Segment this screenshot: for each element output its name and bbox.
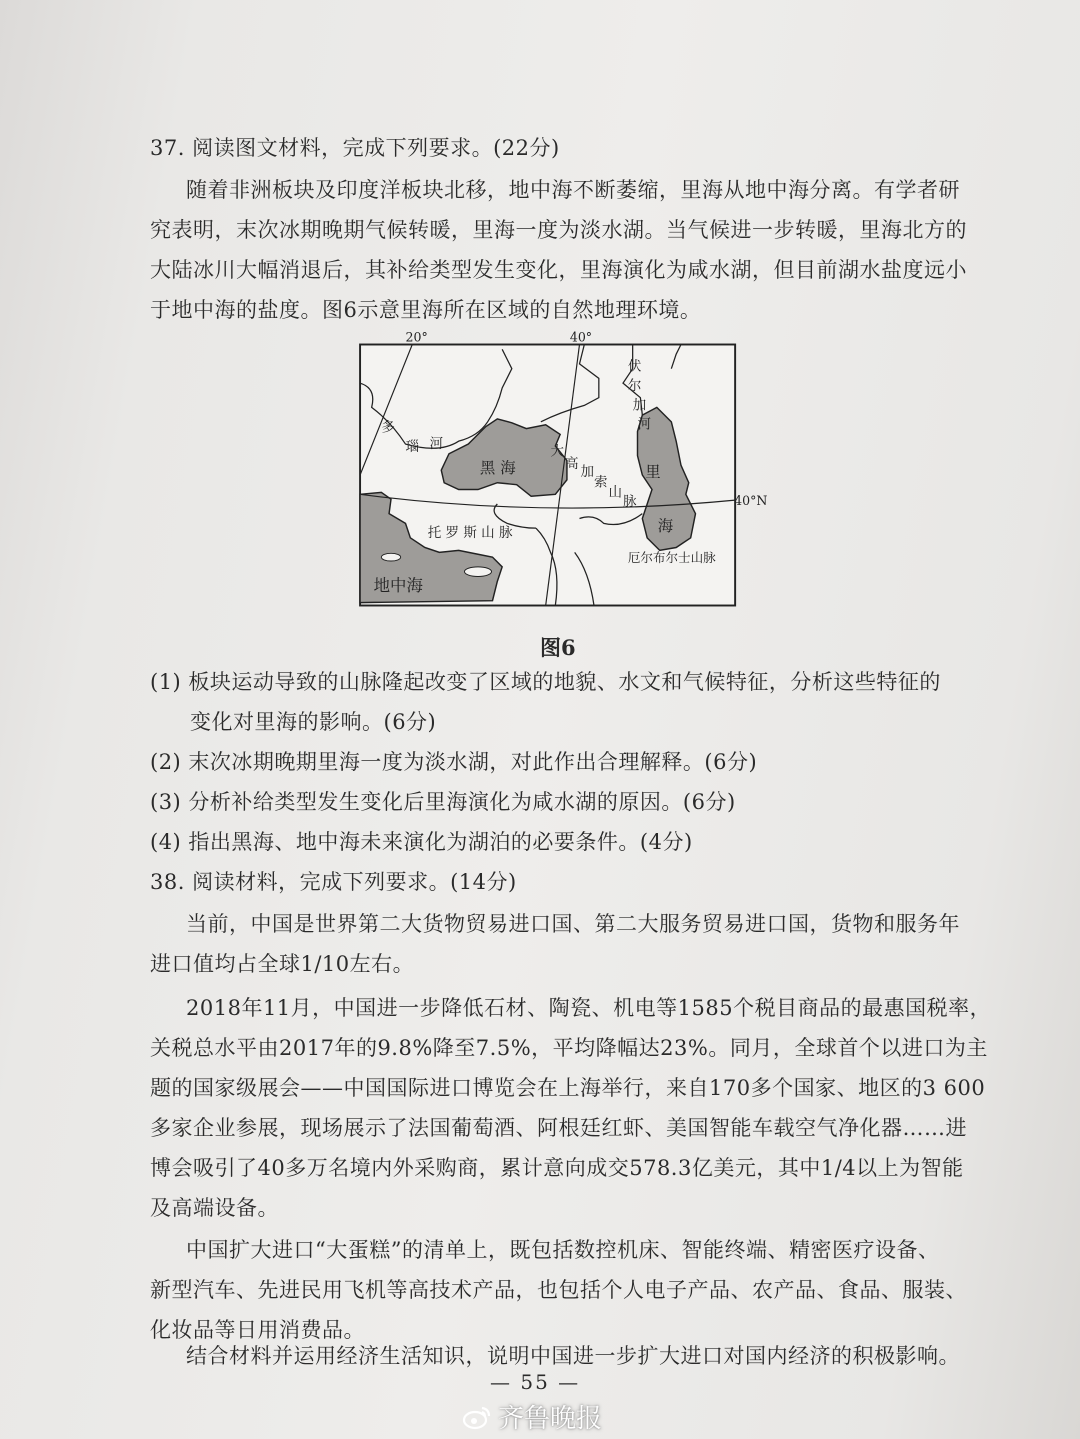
watermark-text: 齐鲁晚报 [498, 1404, 603, 1434]
caucasus-label-1: 大 [550, 443, 565, 460]
caucasus-label-5: 山 [608, 484, 623, 501]
volga-label-1: 伏 [627, 358, 642, 375]
caucasus-label-6: 脉 [623, 493, 637, 510]
mediterranean-label: 地中海 [373, 576, 423, 595]
q38-para-line: 当前，中国是世界第二大货物贸易进口国、第二大服务贸易进口国，货物和服务年 [186, 912, 960, 936]
figure-caption: 图6 [540, 635, 576, 660]
q37-title: 37. 阅读图文材料，完成下列要求。(22分) [150, 136, 560, 160]
q37-sub-question-1: (1) 板块运动导致的山脉隆起改变了区域的地貌、水文和气候特征，分析这些特征的 [150, 670, 941, 694]
caspian-label-1: 里 [645, 462, 661, 481]
longitude-40-label: 40° [569, 330, 593, 345]
caucasus-label-4: 索 [594, 474, 608, 491]
danube-label-2: 瑙 [405, 438, 420, 455]
page-number: — 55 — [490, 1370, 581, 1394]
q38-para-line: 博会吸引了40多万名境内外采购商，累计意向成交578.3亿美元，其中1/4以上为智能 [150, 1156, 964, 1180]
q38-para-line: 化妆品等日用消费品。 [150, 1318, 365, 1342]
q38-para-line: 2018年11月，中国进一步降低石材、陶瓷、机电等1585个税目商品的最惠国税率， [186, 996, 992, 1020]
caucasus-label-3: 加 [580, 463, 594, 480]
danube-label-1: 多 [381, 419, 395, 436]
volga-label-2: 尔 [627, 377, 642, 394]
q38-instruction: 结合材料并运用经济生活知识，说明中国进一步扩大进口对国内经济的积极影响。 [186, 1344, 960, 1368]
elburz-label: 厄尔布尔士山脉 [627, 550, 716, 565]
q38-title: 38. 阅读材料，完成下列要求。(14分) [150, 870, 517, 894]
longitude-20-label: 20° [405, 330, 428, 345]
caspian-label-2: 海 [657, 517, 674, 536]
q38-para-line: 及高端设备。 [150, 1196, 279, 1220]
q37-sub-question-4: (4) 指出黑海、地中海未来演化为湖泊的必要条件。(4分) [150, 830, 693, 854]
q37-para-line: 大陆冰川大幅消退后，其补给类型发生变化，里海演化为咸水湖，但目前湖水盐度远小 [150, 258, 967, 282]
taurus-label: 托 罗 斯 山 脉 [427, 524, 513, 541]
black-sea-label: 黑 海 [479, 459, 516, 478]
volga-label-3: 加 [632, 397, 647, 414]
watermark [462, 1398, 602, 1435]
q38-para-line: 中国扩大进口“大蛋糕”的清单上，既包括数控机床、智能终端、精密医疗设备、 [186, 1238, 940, 1262]
q38-para-line: 多家企业参展，现场展示了法国葡萄酒、阿根廷红虾、美国智能车载空气净化器……进 [150, 1116, 967, 1140]
weibo-icon [462, 1404, 492, 1430]
q38-para-line: 题的国家级展会——中国国际进口博览会在上海举行，来自170多个国家、地区的3 600 [150, 1076, 986, 1100]
q38-para-line: 关税总水平由2017年的9.8%降至7.5%，平均降幅达23%。同月，全球首个以进口为主 [150, 1036, 988, 1060]
q38-para-line: 新型汽车、先进民用飞机等高技术产品，也包括个人电子产品、农产品、食品、服装、 [150, 1278, 967, 1302]
q37-para-line: 随着非洲板块及印度洋板块北移，地中海不断萎缩，里海从地中海分离。有学者研 [186, 178, 960, 202]
q37-sub-question-2: (2) 末次冰期晚期里海一度为淡水湖，对此作出合理解释。(6分) [150, 750, 758, 774]
q37-para-line: 于地中海的盐度。图6示意里海所在区域的自然地理环境。 [150, 298, 702, 322]
q37-sub-question-1-cont: 变化对里海的影响。(6分) [190, 710, 437, 734]
q37-sub-question-3: (3) 分析补给类型发生变化后里海演化为咸水湖的原因。(6分) [150, 790, 736, 814]
q38-para-line: 进口值均占全球1/10左右。 [150, 952, 415, 976]
caucasus-label-2: 高 [565, 456, 579, 473]
q37-para-line: 究表明，末次冰期晚期气候转暖，里海一度为淡水湖。当气候进一步转暖，里海北方的 [150, 218, 967, 242]
latitude-40n-label: 40°N [734, 492, 768, 508]
figure-6-map [345, 330, 785, 620]
danube-label-3: 河 [429, 435, 444, 452]
volga-label-4: 河 [637, 416, 652, 433]
